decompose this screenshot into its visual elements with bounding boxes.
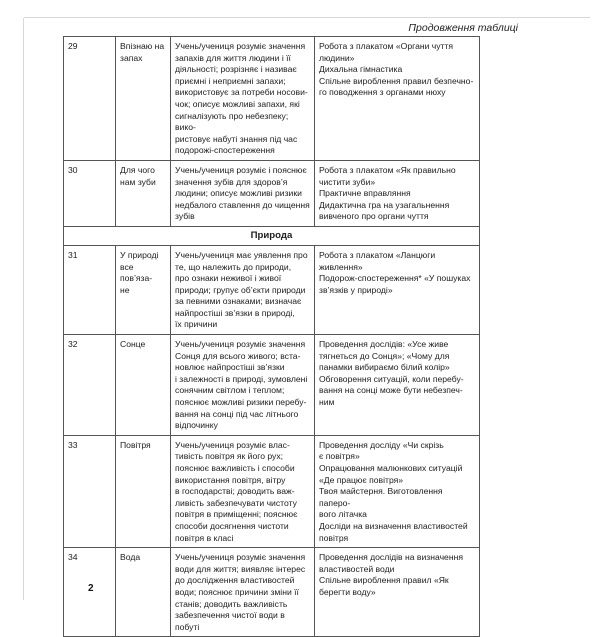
lesson-topic: Повітря	[116, 435, 171, 547]
learning-activity: Проведення дослідів: «Усе живе тягнеться до Сонця»; «Чому для панамки вибираємо білий колір» Обговорення ситуацій, коли перебу- вання на сонці може бути небезпеч- ним	[315, 335, 480, 436]
table-row	[64, 335, 480, 436]
lesson-topic: Вода	[116, 548, 171, 637]
expected-outcome: Учень/учениця розуміє і пояснює значення зубів для здоров’я людини; описує можливі ризики недбалого ставлення до чищення зубів	[171, 160, 315, 226]
expected-outcome: Учень/учениця має уявлення про те, що належить до природи, про ознаки неживої і живої природи; групує об’єкти природи за певними ознаками; визначає найпростіші зв’язки в природі, їх причини	[171, 245, 315, 334]
lesson-topic: Впізнаю на запах	[116, 37, 171, 161]
learning-activity: Робота з плакатом «Ланцюги живлення» Подорож-спостереження* «У пошуках зв’язків у природі»	[315, 245, 480, 334]
expected-outcome: Учень/учениця розуміє значення води для життя; виявляє інтерес до дослідження властивостей води; пояснює причини зміни її станів; доводить важливість забезпечення чистої води в побуті	[171, 548, 315, 637]
expected-outcome: Учень/учениця розуміє значення запахів для життя людини і її діяльності; розрізняє і називає приємні і неприємні запахи; використовує за потреби носови- чок; описує можливі запахи, які сигналізують про небезпеку; вико- ристовує набуті знання під час подорожі-спостереження	[171, 37, 315, 161]
learning-activity: Проведення дослідів на визначення властивостей води Спільне вироблення правил «Як берегти воду»	[315, 548, 480, 637]
lesson-number: 34	[64, 548, 116, 637]
section-title: Природа	[64, 226, 480, 245]
table-row	[64, 37, 480, 161]
page-number: 2	[88, 583, 94, 594]
learning-activity: Робота з плакатом «Як правильно чистити зуби» Практичне вправляння Дидактична гра на узагальнення вивченого про органи чуття	[315, 160, 480, 226]
learning-activity: Робота з плакатом «Органи чуття людини» Дихальна гімнастика Спільне вироблення правил безпечно- го поводження з органами нюху	[315, 37, 480, 161]
lesson-number: 29	[64, 37, 116, 161]
table-row	[64, 435, 480, 547]
curriculum-table	[63, 36, 480, 637]
expected-outcome: Учень/учениця розуміє значення Сонця для всього живого; вста- новлює найпростіші зв’язки і залежності в природі, зумовлені сонячним світлом і теплом; пояснює можливі ризики перебу- вання на сонці під час літнього відпочинку	[171, 335, 315, 436]
lesson-number: 30	[64, 160, 116, 226]
lesson-number: 31	[64, 245, 116, 334]
continuation-label: Продовження таблиці	[408, 22, 518, 34]
table-row	[64, 160, 480, 226]
learning-activity: Проведення досліду «Чи скрізь є повітря» Опрацювання малюнкових ситуацій «Де працює повітря» Твоя майстерня. Виготовлення паперо- вого літачка Досліди на визначення властивостей повітря	[315, 435, 480, 547]
lesson-topic: Сонце	[116, 335, 171, 436]
section-row	[64, 226, 480, 245]
lesson-number: 33	[64, 435, 116, 547]
table-row	[64, 245, 480, 334]
expected-outcome: Учень/учениця розуміє влас- тивість повітря як його рух; пояснює важливість і способи використання повітря, вітру в господарстві; доводить важ- ливість забезпечувати чистоту повітря в приміщенні; пояснює способи досягнення чистоти повітря в класі	[171, 435, 315, 547]
lesson-topic: У природі все пов’яза- не	[116, 245, 171, 334]
lesson-number: 32	[64, 335, 116, 436]
table-row	[64, 548, 480, 637]
lesson-topic: Для чого нам зуби	[116, 160, 171, 226]
